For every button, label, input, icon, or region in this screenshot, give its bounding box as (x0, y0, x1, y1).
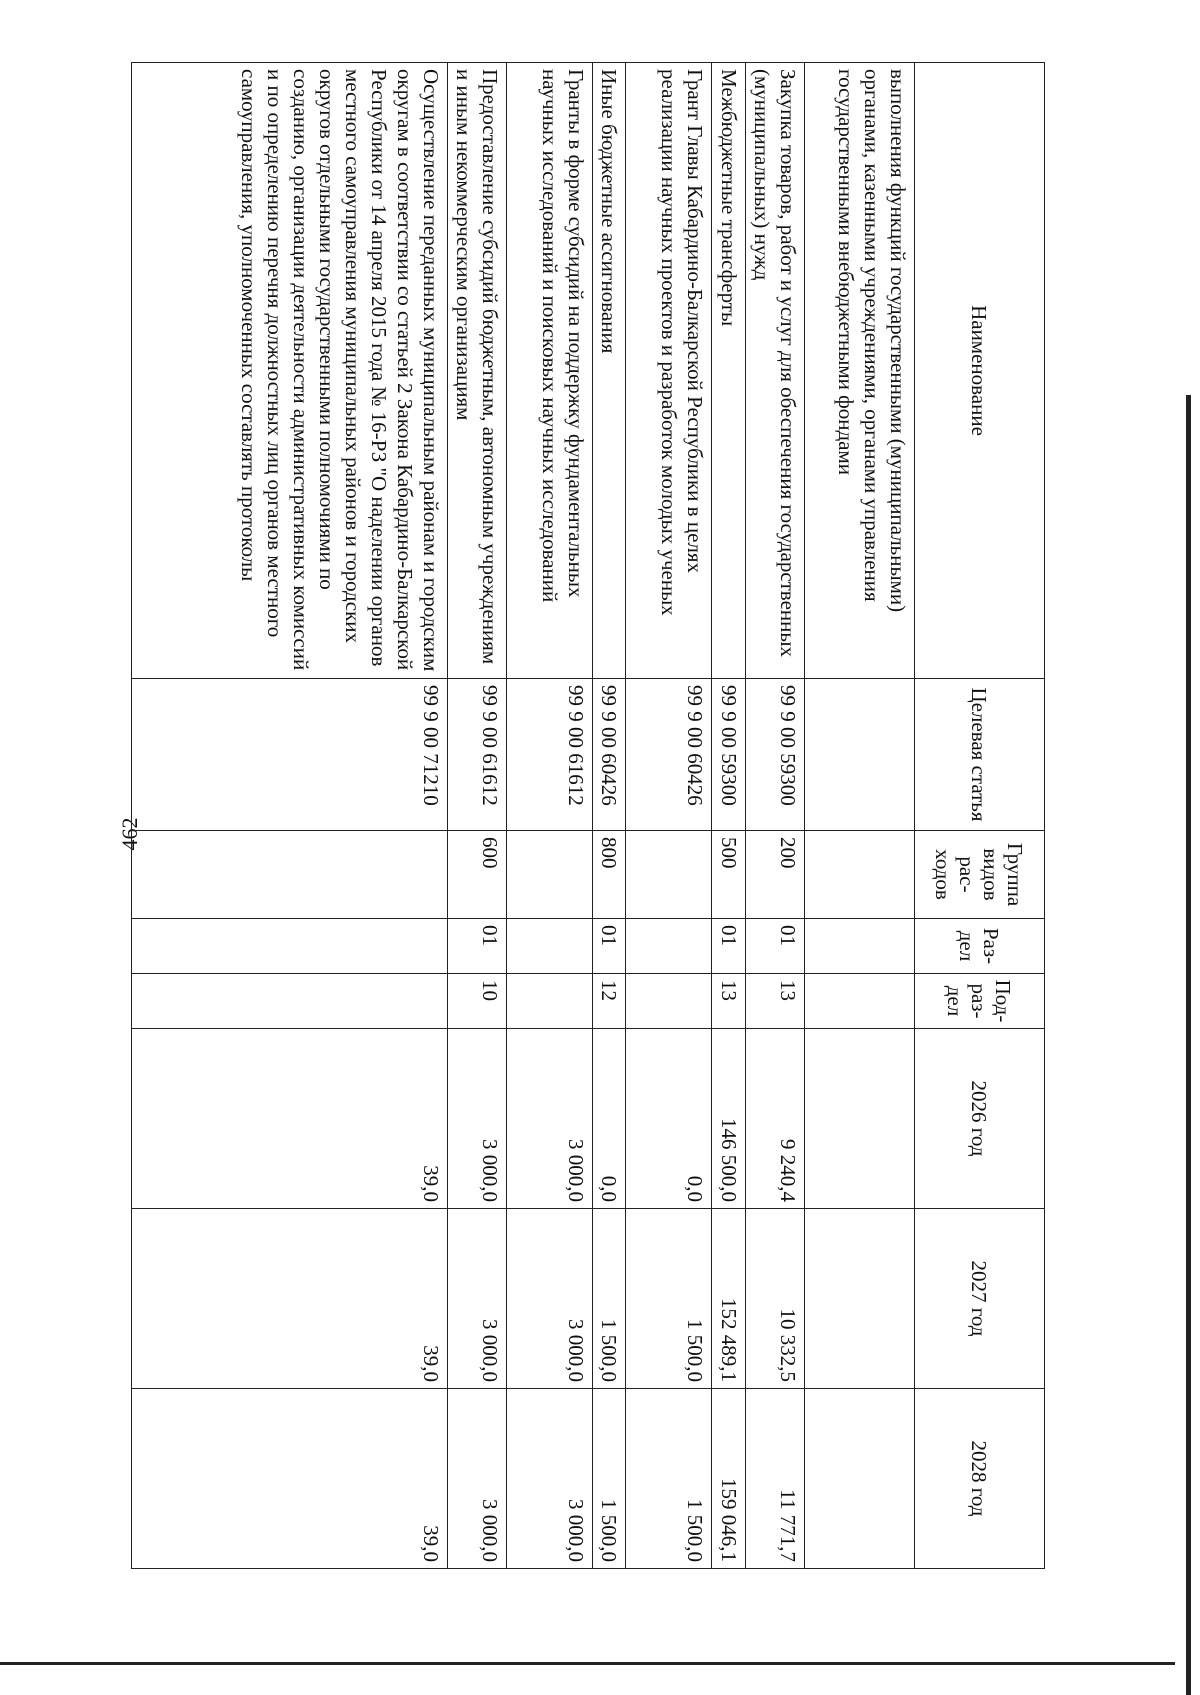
rotated-table-container (135, 62, 1045, 1568)
row-section: 01 (712, 919, 746, 974)
header-expense-group: Группа видов рас-ходов (915, 831, 1045, 919)
row-section: 01 (593, 919, 626, 974)
table-header-row (915, 63, 1045, 1569)
row-group: 500 (712, 831, 746, 919)
row-subsection: 12 (593, 974, 626, 1029)
row-article: 99 9 00 59300 (712, 679, 746, 831)
row-2028: 1 500,0 (626, 1389, 712, 1569)
row-2027 (805, 1209, 915, 1389)
row-article: 99 9 00 61612 (448, 679, 507, 831)
row-article: 99 9 00 60426 (593, 679, 626, 831)
right-rule (1186, 395, 1191, 1695)
row-section: 01 (746, 919, 805, 974)
header-2027: 2027 год (915, 1209, 1045, 1389)
row-name: Гранты в форме субсидий на поддержку фундаментальных научных исследований и поисковых научных исследований (507, 63, 593, 679)
row-name: выполнения функций государственными (муниципальными) органами, казенными учреждениями, органами управления государственными внебюджетными фондами (805, 63, 915, 679)
page-number: 462 (117, 817, 142, 851)
row-section (507, 919, 593, 974)
row-2028: 11 771,7 (746, 1389, 805, 1569)
row-2028: 39,0 (132, 1389, 448, 1569)
header-name: Наименование (915, 63, 1045, 679)
row-article: 99 9 00 60426 (626, 679, 712, 831)
table-row (593, 63, 626, 1569)
row-2028: 3 000,0 (448, 1389, 507, 1569)
table-row (626, 63, 712, 1569)
row-2027: 3 000,0 (448, 1209, 507, 1389)
table-row (132, 63, 448, 1569)
row-2026 (805, 1029, 915, 1209)
row-group: 800 (593, 831, 626, 919)
row-2028: 159 046,1 (712, 1389, 746, 1569)
row-2028: 3 000,0 (507, 1389, 593, 1569)
header-2028: 2028 год (915, 1389, 1045, 1569)
bottom-rule (0, 1662, 1175, 1665)
row-name: Грант Главы Кабардино-Балкарской Республики в целях реализации научных проектов и разработок молодых ученых (626, 63, 712, 679)
row-2027: 1 500,0 (626, 1209, 712, 1389)
row-article: 99 9 00 71210 (132, 679, 448, 831)
table-row (507, 63, 593, 1569)
row-section: 01 (448, 919, 507, 974)
header-subsection: Под-раз-дел (915, 974, 1045, 1029)
row-2026: 0,0 (593, 1029, 626, 1209)
row-article: 99 9 00 61612 (507, 679, 593, 831)
row-group (805, 831, 915, 919)
row-subsection: 10 (448, 974, 507, 1029)
row-name: Предоставление субсидий бюджетным, автономным учреждениям и иным некоммерческим организациям (448, 63, 507, 679)
table-row (448, 63, 507, 1569)
header-2026: 2026 год (915, 1029, 1045, 1209)
row-2027: 39,0 (132, 1209, 448, 1389)
table-row (805, 63, 915, 1569)
row-section (805, 919, 915, 974)
row-group: 600 (448, 831, 507, 919)
row-2026: 3 000,0 (448, 1029, 507, 1209)
row-subsection (132, 974, 448, 1029)
row-name: Закупка товаров, работ и услуг для обеспечения государственных (муниципальных) нужд (746, 63, 805, 679)
row-2028: 1 500,0 (593, 1389, 626, 1569)
budget-table (131, 62, 1045, 1569)
row-section (626, 919, 712, 974)
row-subsection: 13 (746, 974, 805, 1029)
row-article: 99 9 00 59300 (746, 679, 805, 831)
row-2027: 1 500,0 (593, 1209, 626, 1389)
table-row (712, 63, 746, 1569)
row-subsection: 13 (712, 974, 746, 1029)
header-target-article: Целевая статья (915, 679, 1045, 831)
row-subsection (626, 974, 712, 1029)
header-section: Раз-дел (915, 919, 1045, 974)
row-2026: 39,0 (132, 1029, 448, 1209)
row-name: Иные бюджетные ассигнования (593, 63, 626, 679)
row-2026: 3 000,0 (507, 1029, 593, 1209)
row-subsection (805, 974, 915, 1029)
row-2027: 10 332,5 (746, 1209, 805, 1389)
row-2026: 9 240,4 (746, 1029, 805, 1209)
row-group: 200 (746, 831, 805, 919)
row-name: Осуществление переданных муниципальным районам и городским округам в соответствии со статьей 2 Закона Кабардино-Балкарской Республики от 14 апреля 2015 года № 16-РЗ "О наделении органов местного самоуправления муниципальных районов и городских округов отдельными государственными полномочиями по созданию, организации деятельности административных комиссий и по определению перечня должностных лиц органов местного самоуправления, уполномоченных составлять протоколы (132, 63, 448, 679)
row-2026: 146 500,0 (712, 1029, 746, 1209)
row-group (132, 831, 448, 919)
row-group (626, 831, 712, 919)
table-row (746, 63, 805, 1569)
row-article (805, 679, 915, 831)
row-name: Межбюджетные трансферты (712, 63, 746, 679)
row-2028 (805, 1389, 915, 1569)
row-2027: 152 489,1 (712, 1209, 746, 1389)
row-group (507, 831, 593, 919)
row-2027: 3 000,0 (507, 1209, 593, 1389)
row-subsection (507, 974, 593, 1029)
row-section (132, 919, 448, 974)
row-2026: 0,0 (626, 1029, 712, 1209)
